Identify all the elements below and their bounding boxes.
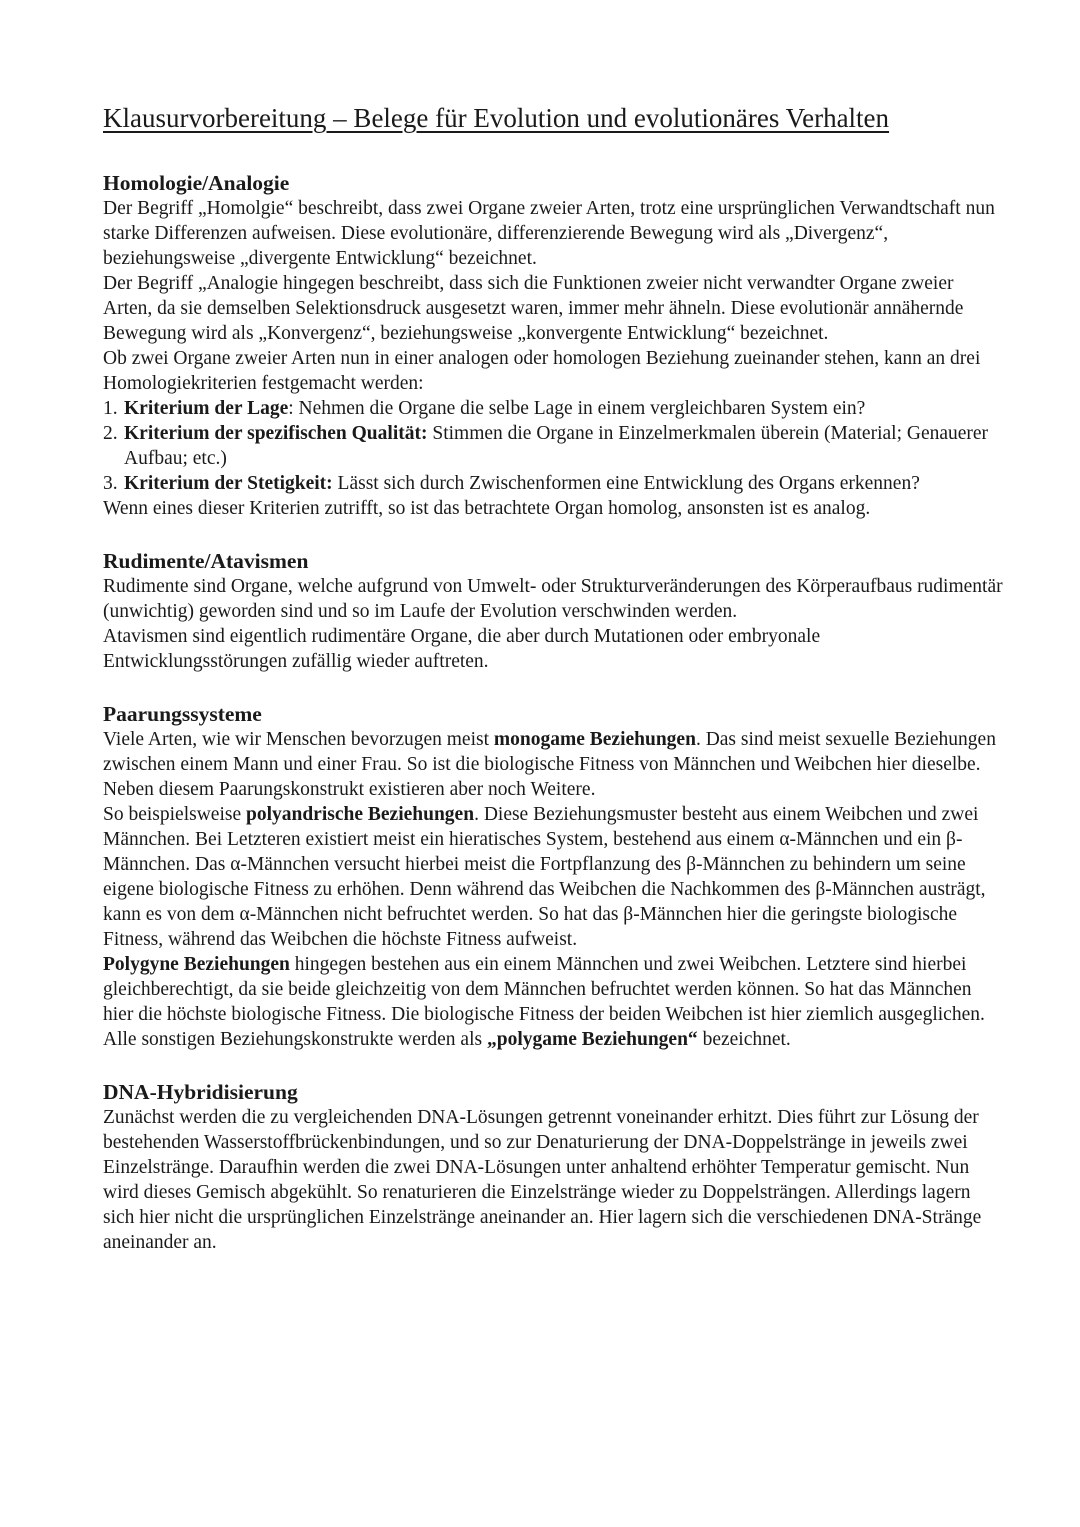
- criteria-list: [103, 396, 1003, 496]
- rudimente-paragraph-2: Atavismen sind eigentlich rudimentäre Organe, die aber durch Mutationen oder embryonale Entwicklungsstörungen zufällig wieder auftreten.: [103, 626, 821, 672]
- rudimente-paragraph-1: Rudimente sind Organe, welche aufgrund von Umwelt- oder Strukturveränderungen des Körperaufbaus rudimentär (unwichtig) geworden sind und so im Laufe der Evolution verschwinden werden.: [103, 576, 1003, 622]
- homologie-paragraph-1: Der Begriff „Homolgie“ beschreibt, dass zwei Organe zweier Arten, trotz eine ursprünglichen Verwandtschaft nun starke Differenzen aufweisen. Diese evolutionäre, differenzierende Bewegung wird als „Divergenz“, beziehungsweise „divergente Entwicklung“ bezeichnet.: [103, 198, 995, 269]
- paarung-paragraph-1: [103, 727, 1003, 802]
- bold-term: „polygame Beziehungen“: [486, 1029, 698, 1050]
- document-title: Klausurvorbereitung – Belege für Evolution und evolutionäres Verhalten: [103, 103, 890, 133]
- criteria-number: 2.: [103, 423, 118, 444]
- criteria-item-2: [103, 421, 1003, 471]
- paarung-paragraph-4: [103, 1027, 1003, 1052]
- criteria-number: 3.: [103, 473, 118, 494]
- criteria-term: Kriterium der Lage: [124, 398, 289, 419]
- criteria-item-3: [103, 471, 1003, 496]
- section-heading-rudimente: Rudimente/Atavismen: [103, 549, 309, 573]
- section-heading-homologie: Homologie/Analogie: [103, 171, 290, 195]
- section-paarungssysteme: [103, 701, 1003, 1052]
- bold-term: Polygyne Beziehungen: [103, 954, 290, 975]
- paarung-paragraph-2: [103, 802, 1003, 952]
- text-run: Alle sonstigen Beziehungskonstrukte werden als: [103, 1029, 487, 1050]
- text-run: bezeichnet.: [697, 1029, 791, 1050]
- paarung-paragraph-3: [103, 952, 1003, 1027]
- section-rudimente: [103, 548, 1003, 674]
- homologie-paragraph-3: Ob zwei Organe zweier Arten nun in einer analogen oder homologen Beziehung zueinander stehen, kann an drei Homologiekriterien festgemacht werden:: [103, 348, 981, 394]
- section-heading-paarungssysteme: Paarungssysteme: [103, 702, 262, 726]
- dna-paragraph-1: Zunächst werden die zu vergleichenden DNA-Lösungen getrennt voneinander erhitzt. Dies führt zur Lösung der bestehenden Wasserstoffbrückenbindungen, und so zur Denaturierung der DNA-Doppelstränge in jeweils zwei Einzelstränge. Daraufhin werden die zwei DNA-Lösungen unter anhaltend erhöhter Temperatur gemischt. Nun wird dieses Gemisch abgekühlt. So renaturieren die Einzelstränge wieder zu Doppelsträngen. Allerdings lagern sich hier nicht die ursprünglichen Einzelstränge aneinander an. Hier lagern sich die verschiedenen DNA-Stränge aneinander an.: [103, 1107, 982, 1253]
- criteria-text: Lässt sich durch Zwischenformen eine Entwicklung des Organs erkennen?: [332, 473, 920, 494]
- criteria-item-1: [103, 396, 1003, 421]
- section-dna-hybridisierung: [103, 1079, 1003, 1255]
- homologie-paragraph-2: Der Begriff „Analogie hingegen beschreibt, dass sich die Funktionen zweier nicht verwandter Organe zweier Arten, da sie demselben Selektionsdruck ausgesetzt waren, immer mehr ähneln. Diese evolutionär annähernde Bewegung wird als „Konvergenz“, beziehungsweise „konvergente Entwicklung“ bezeichnet.: [103, 273, 964, 344]
- bold-term: polyandrische Beziehungen: [245, 804, 475, 825]
- criteria-number: 1.: [103, 398, 118, 419]
- section-homologie: [103, 170, 1003, 521]
- text-run: So beispielsweise: [103, 804, 246, 825]
- text-run: . Diese Beziehungsmuster besteht aus einem Weibchen und zwei Männchen. Bei Letzteren existiert meist ein hieratisches System, bestehend aus einem α-Männchen und ein β-Männchen. Das α-Männchen versucht hierbei meist die Fortpflanzung des β-Männchen zu behindern um seine eigene biologische Fitness zu erhöhen. Denn während das Weibchen die Nachkommen des β-Männchen austrägt, kann es von dem α-Männchen nicht befruchtet werden. So hat das β-Männchen hier die geringste biologische Fitness, während das Weibchen die höchste Fitness aufweist.: [103, 804, 986, 950]
- bold-term: monogame Beziehungen: [493, 729, 696, 750]
- document-page: [103, 100, 1003, 1255]
- text-run: . Das sind meist sexuelle Beziehungen zwischen einem Mann und einer Frau. So ist die biologische Fitness von Männchen und Weibchen hier dieselbe. Neben diesem Paarungskonstrukt existieren aber noch Weitere.: [103, 729, 996, 800]
- text-run: Viele Arten, wie wir Menschen bevorzugen meist: [103, 729, 494, 750]
- criteria-text: : Nehmen die Organe die selbe Lage in einem vergleichbaren System ein?: [288, 398, 866, 419]
- criteria-text: Stimmen die Organe in Einzelmerkmalen überein (Material; Genauerer Aufbau; etc.): [124, 423, 989, 469]
- homologie-paragraph-4: Wenn eines dieser Kriterien zutrifft, so ist das betrachtete Organ homolog, ansonsten ist es analog.: [103, 498, 871, 519]
- criteria-term: Kriterium der Stetigkeit:: [124, 473, 333, 494]
- text-run: hingegen bestehen aus ein einem Männchen und zwei Weibchen. Letztere sind hierbei gleichberechtigt, da sie beide gleichzeitig von dem Männchen befruchtet werden können. So hat das Männchen hier die höchste biologische Fitness. Die biologische Fitness der beiden Weibchen ist hier ziemlich ausgeglichen.: [103, 954, 985, 1025]
- criteria-term: Kriterium der spezifischen Qualität:: [124, 423, 428, 444]
- section-heading-dna: DNA-Hybridisierung: [103, 1080, 298, 1104]
